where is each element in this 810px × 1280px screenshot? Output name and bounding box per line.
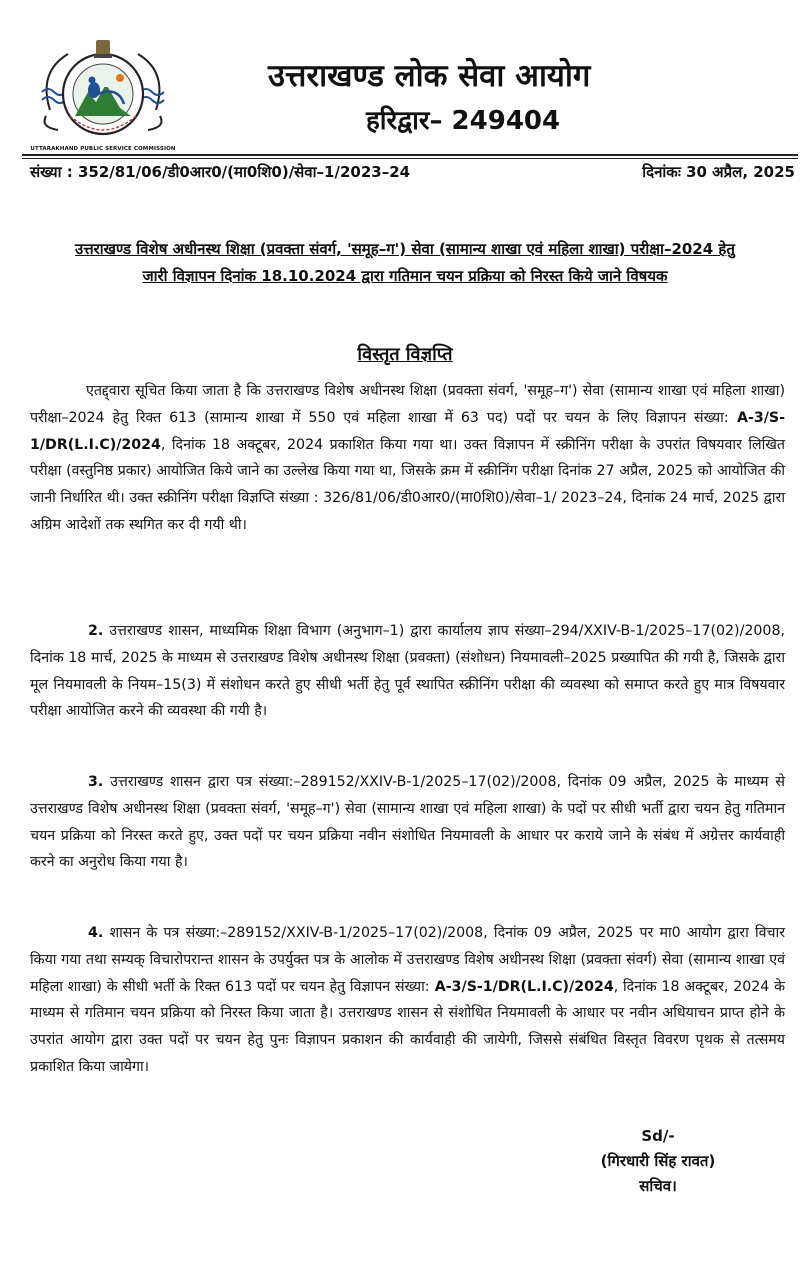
paragraph-4-number: 4. (88, 925, 104, 941)
paragraph-2 (30, 618, 785, 725)
paragraph-2-number: 2. (88, 623, 104, 639)
paragraph-4-text-b: , दिनांक 18 अक्टूबर, 2024 के माध्यम से गतिमान चयन प्रक्रिया को निरस्त किया जाता है। उत्तराखण्ड शासन से संशोधित नियमावली के आधार पर नवीन अधियाचन प्राप्त होने के उपरांत आयोग द्वारा उक्त पदों पर चयन हेतु पुनः विज्ञापन प्रकाशन की कार्यवाही की जायेगी, जिससे संबंधित विस्तृत विवरण पृथक से तत्समय प्रकाशित किया जायेगा। (30, 978, 786, 1075)
signatory-name: (गिरधारी सिंह रावत) (600, 1152, 716, 1170)
reference-date: दिनांकः 30 अप्रैल, 2025 (642, 163, 795, 181)
notice-heading: विस्तृत विज्ञप्ति (357, 344, 453, 365)
advertisement-number: A-3/S-1/DR(L.I.C)/2024 (30, 409, 785, 453)
reference-number: संख्या : 352/81/06/डी0आर0/(मा0शि0)/सेवा–1/2023–24 (30, 163, 411, 181)
paragraph-3-text: उत्तराखण्ड शासन द्वारा पत्र संख्या:–289152/XXIV-B-1/2025–17(02)/2008, दिनांक 09 अप्रैल, 2025 के माध्यम से उत्तराखण्ड विशेष अधीनस्थ शिक्षा (प्रवक्ता संवर्ग, 'समूह–ग') सेवा (सामान्य शाखा एवं महिला शाखा) के पदों पर सीधी भर्ती द्वारा चयन हेतु गतिमान चयन प्रक्रिया को निरस्त करते हुए, उक्त पदों पर चयन प्रक्रिया नवीन संशोधित नियमावली के आधार पर कराये जाने के संबंध में अग्रेत्तर कार्यवाही करने का अनुरोध किया गया है। (30, 774, 785, 871)
commission-logo (28, 32, 178, 157)
paragraph-3 (30, 769, 785, 876)
paragraph-2-text: उत्तराखण्ड शासन, माध्यमिक शिक्षा विभाग (अनुभाग–1) द्वारा कार्यालय ज्ञाप संख्या–294/XXIV-B-1/2025–17(02)/2008, दिनांक 18 मार्च, 2025 के माध्यम से उत्तराखण्ड विशेष अधीनस्थ शिक्षा (प्रवक्ता) (संशोधन) नियमावली–2025 प्रख्यापित की गयी है, जिसके द्वारा मूल नियमावली के नियम–15(3) में संशोधन करते हुए सीधी भर्ती हेतु पूर्व स्थापित स्क्रीनिंग परीक्षा की व्यवस्था को समाप्त करते हुए मात्र विषयवार परीक्षा आयोजित करने की व्यवस्था की गयी है। (30, 623, 785, 720)
logo-caption: UTTARAKHAND PUBLIC SERVICE COMMISSION (30, 146, 176, 152)
paragraph-1 (30, 378, 785, 539)
paragraph-3-number: 3. (88, 774, 104, 790)
org-address: हरिद्वार– 249404 (366, 106, 561, 136)
paragraph-1-text-a: एतद्द्वारा सूचित किया जाता है कि उत्तराखण्ड विशेष अधीनस्थ शिक्षा (प्रवक्ता संवर्ग, 'समूह–ग') सेवा (सामान्य शाखा एवं महिला शाखा) परीक्षा–2024 हेतु रिक्त 613 (सामान्य शाखा में 550 एवं महिला शाखा में 63 पद) पदों पर चयन के लिए विज्ञापन संख्या: (30, 383, 785, 426)
commission-emblem-icon (28, 32, 178, 150)
org-name: उत्तराखण्ड लोक सेवा आयोग (268, 58, 591, 94)
paragraph-1-text-b: , दिनांक 18 अक्टूबर, 2024 प्रकाशित किया गया था। उक्त विज्ञापन में स्क्रीनिंग परीक्षा के उपरांत विषयवार लिखित परीक्षा (वस्तुनिष्ठ प्रकार) आयोजित किये जाने का उल्लेख किया गया था, जिसके क्रम में स्क्रीनिंग परीक्षा दिनांक 27 अप्रैल, 2025 को आयोजित की जानी निर्धारित थी। उक्त स्क्रीनिंग परीक्षा विज्ञप्ति संख्या : 326/81/06/डी0आर0/(मा0शि0)/सेवा–1/ 2023–24, दिनांक 24 मार्च, 2025 द्वारा अग्रिम आदेशों तक स्थगित कर दी गयी थी। (30, 436, 785, 533)
header-rule-secondary (22, 158, 798, 160)
signatory-designation: सचिव। (639, 1177, 677, 1195)
header-rule (22, 154, 798, 156)
subject-line: उत्तराखण्ड विशेष अधीनस्थ शिक्षा (प्रवक्ता संवर्ग, 'समूह–ग') सेवा (सामान्य शाखा एवं महिला शाखा) परीक्षा–2024 हेतु जारी विज्ञापन दिनांक 18.10.2024 द्वारा गतिमान चयन प्रक्रिया को निरस्त किये जाने विषयक (75, 240, 735, 285)
signature-block (578, 1124, 738, 1199)
advertisement-number-repeat: A-3/S-1/DR(L.I.C)/2024 (429, 978, 614, 995)
paragraph-4-text-a: शासन के पत्र संख्या:–289152/XXIV-B-1/2025–17(02)/2008, दिनांक 09 अप्रैल, 2025 पर मा0 आयोग द्वारा विचार किया गया तथा सम्यक् विचारोपरान्त शासन के उपर्युक्त पत्र के आलोक में उत्तराखण्ड विशेष अधीनस्थ शिक्षा (प्रवक्ता संवर्ग) सेवा (सामान्य शाखा एवं महिला शाखा) के सीधी भर्ती के रिक्त 613 पदों पर चयन हेतु विज्ञापन संख्या: (30, 925, 785, 995)
signature-sd: Sd/- (641, 1127, 675, 1145)
paragraph-4 (30, 920, 785, 1081)
